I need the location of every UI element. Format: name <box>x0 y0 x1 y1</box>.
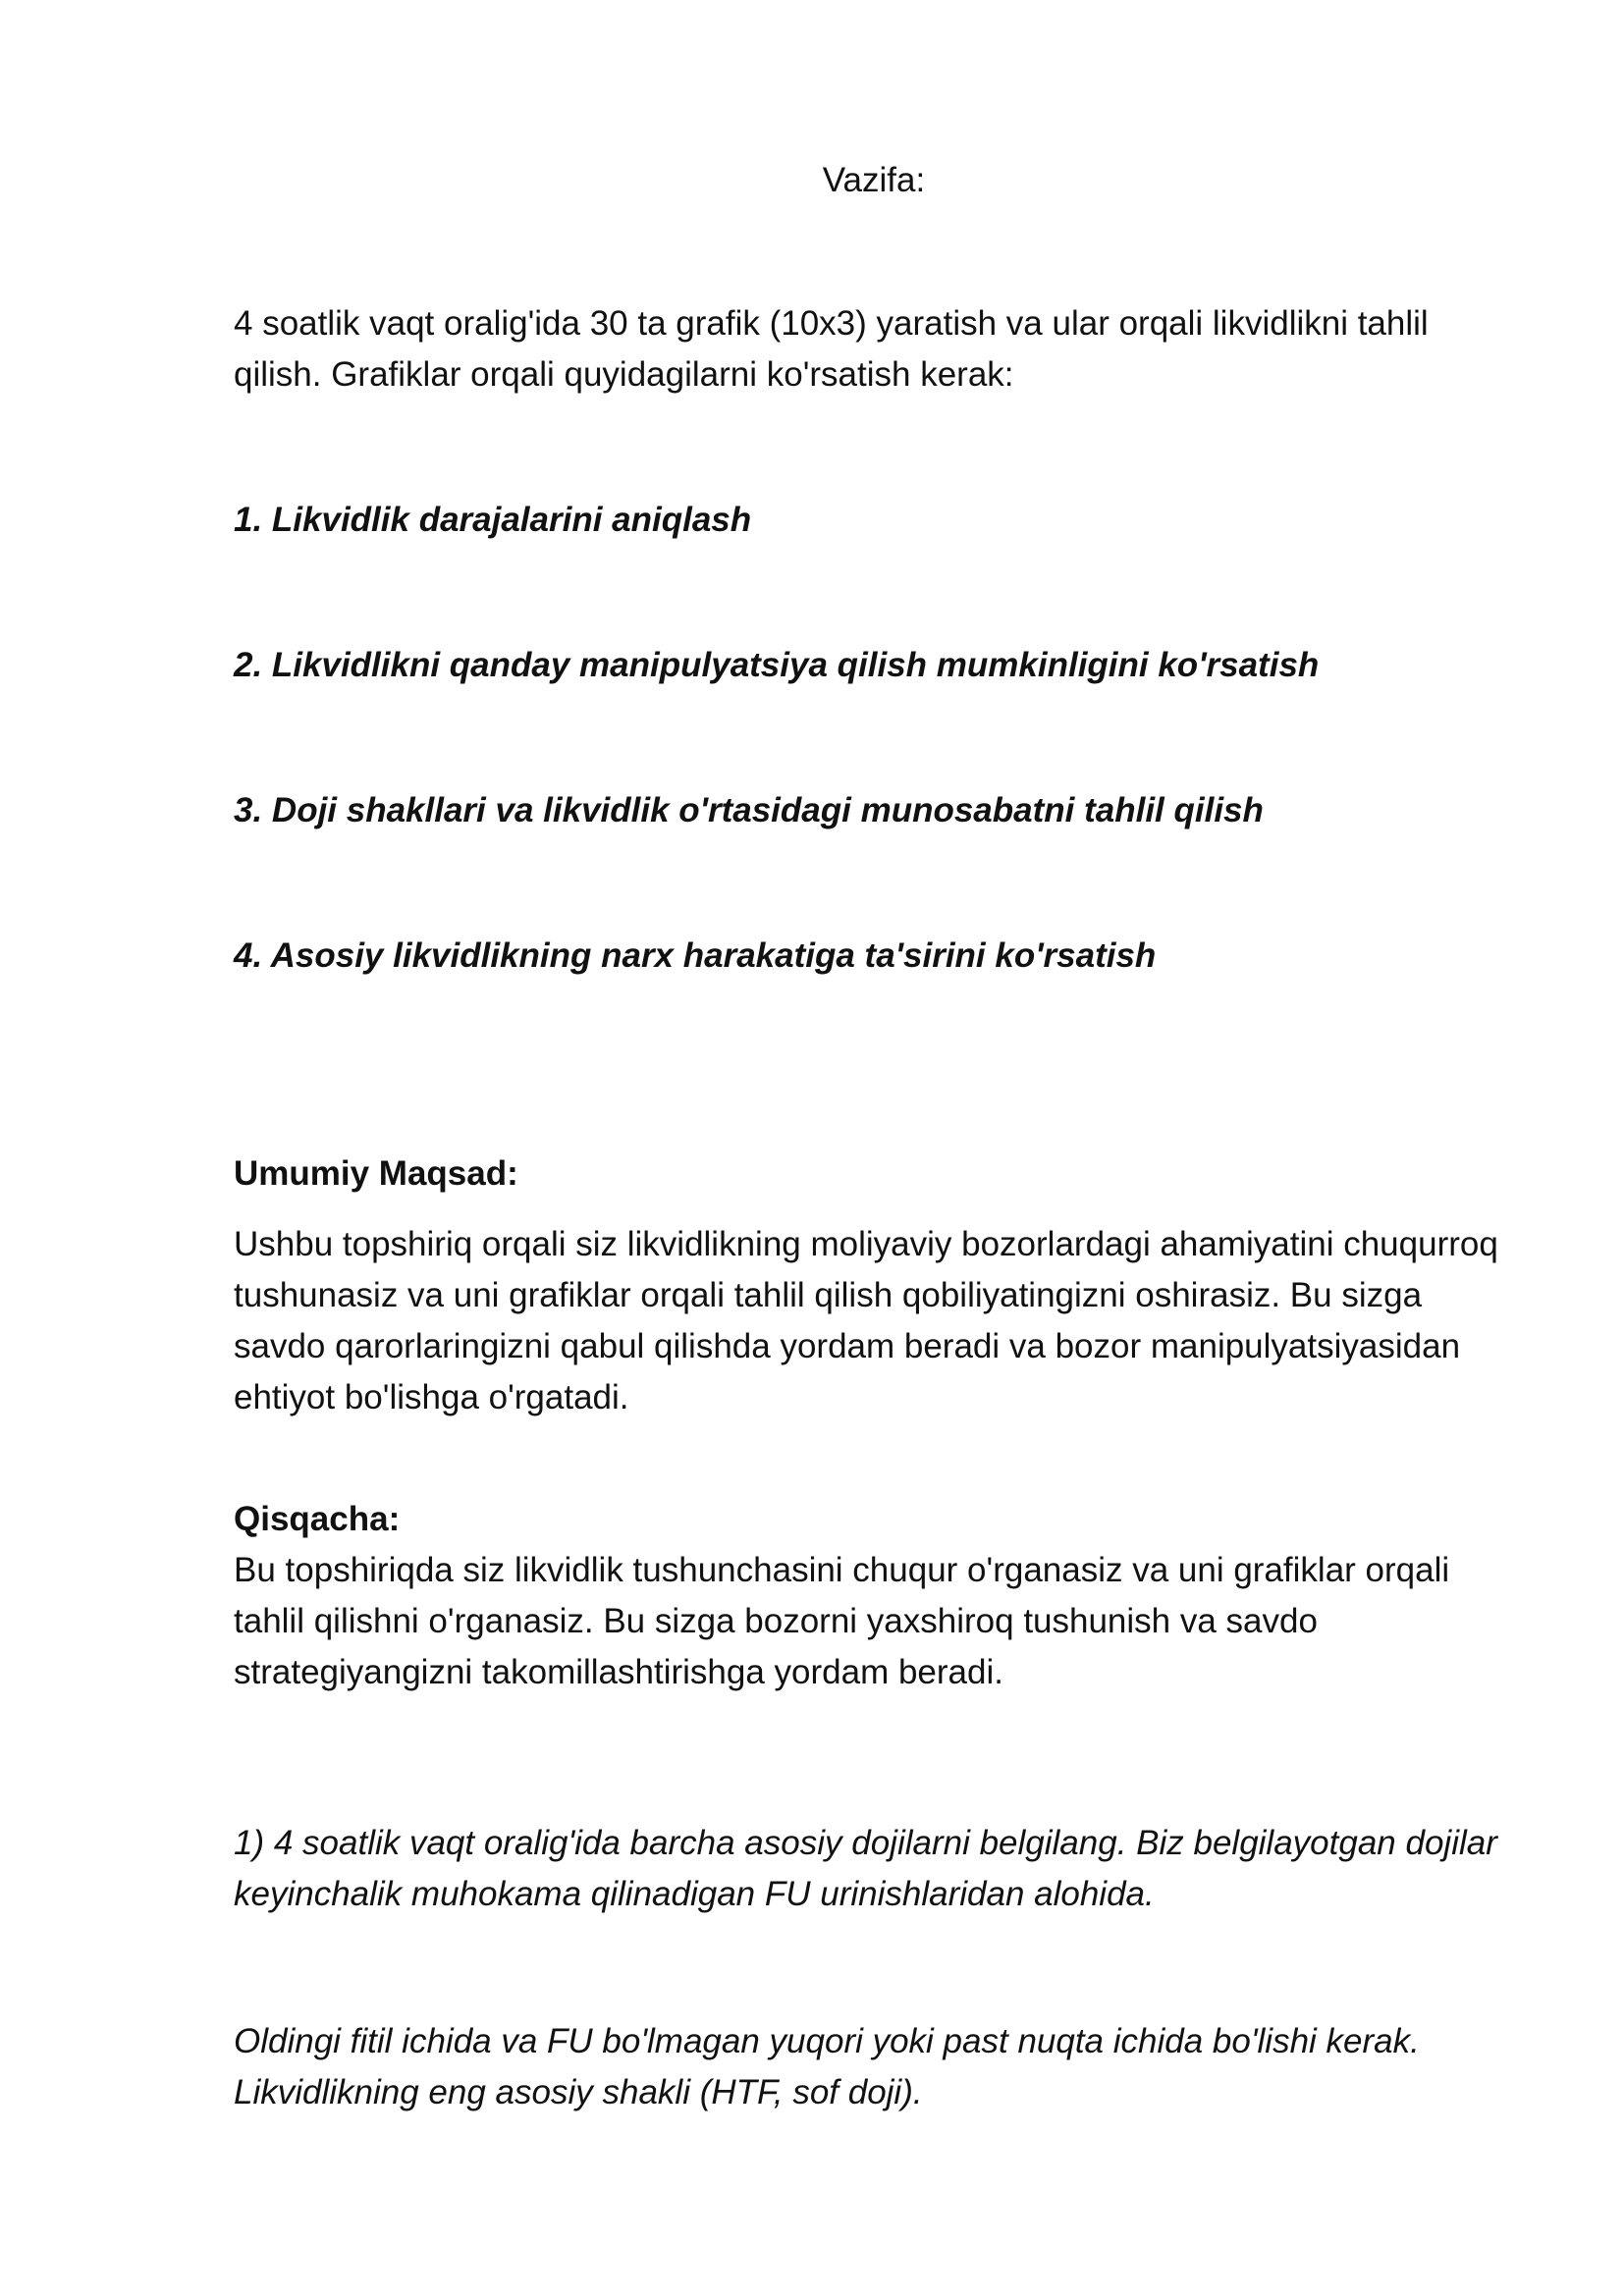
task-item-1: 1. Likvidlik darajalarini aniqlash <box>234 501 752 539</box>
task-item-2: 2. Likvidlikni qanday manipulyatsiya qilish mumkinligini ko'rsatish <box>234 646 1320 684</box>
note-paragraph-2: Oldingi fitil ichida va FU bo'lmagan yuqori yoki past nuqta ichida bo'lishi kerak. Likvidlikning eng asosiy shakli (HTF, sof doji). <box>234 2022 1420 2111</box>
summary-heading: Qisqacha: <box>234 1500 401 1538</box>
intro-paragraph: 4 soatlik vaqt oralig'ida 30 ta grafik (10x3) yaratish va ular orqali likvidlikni tahlil qilish. Grafiklar orqali quyidagilarni ko'rsatish kerak: <box>234 304 1429 394</box>
goal-paragraph: Ushbu topshiriq orqali siz likvidlikning moliyaviy bozorlardagi ahamiyatini chuqurroq tushunasiz va uni grafiklar orqali tahlil qilish qobiliyatingizni oshirasiz. Bu sizga savdo qarorlaringizni qabul qilishda yordam beradi va bozor manipulyatsiyasidan ehtiyot bo'lishga o'rgatadi. <box>234 1225 1498 1416</box>
note-paragraph-1: 1) 4 soatlik vaqt oralig'ida barcha asosiy dojilarni belgilang. Biz belgilayotgan dojilar keyinchalik muhokama qilinadigan FU urinishlaridan alohida. <box>234 1824 1497 1913</box>
goal-heading: Umumiy Maqsad: <box>234 1154 518 1193</box>
document-title: Vazifa: <box>822 161 926 199</box>
task-item-3: 3. Doji shakllari va likvidlik o'rtasidagi munosabatni tahlil qilish <box>234 791 1264 829</box>
task-item-4: 4. Asosiy likvidlikning narx harakatiga ta'sirini ko'rsatish <box>234 936 1157 975</box>
summary-paragraph: Bu topshiriqda siz likvidlik tushunchasini chuqur o'rganasiz va uni grafiklar orqali tahlil qilishni o'rganasiz. Bu sizga bozorni yaxshiroq tushunish va savdo strategiyangizni takomillashtirishga yordam beradi. <box>234 1551 1450 1691</box>
